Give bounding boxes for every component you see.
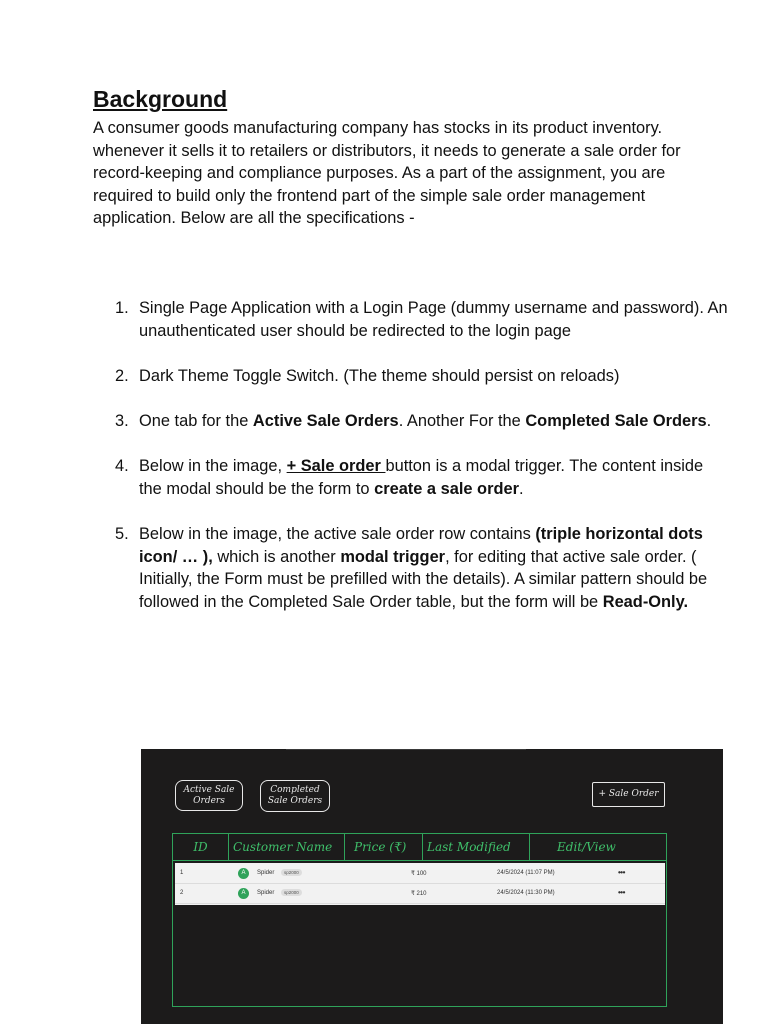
table-row bbox=[175, 884, 665, 904]
column-header-edit-view: Edit/View bbox=[529, 834, 666, 860]
spec-text: Dark Theme Toggle Switch. (The theme should persist on reloads) bbox=[139, 366, 620, 385]
spec-item-1 bbox=[115, 297, 729, 342]
sale-order-mockup-image bbox=[141, 749, 723, 1024]
spec-number: 3. bbox=[115, 411, 129, 430]
new-sale-order-button[interactable]: + Sale Order bbox=[592, 782, 665, 807]
spec-emphasis: (triple horizontal dots icon/ … ), bbox=[139, 524, 703, 566]
document-heading: Background bbox=[93, 86, 228, 112]
row-price: ₹ 210 bbox=[411, 891, 427, 897]
spec-item-4 bbox=[115, 455, 729, 500]
mockup-cropped-edge bbox=[286, 749, 526, 750]
table-header bbox=[173, 834, 666, 861]
spec-item-5 bbox=[115, 523, 729, 613]
spec-number: 2. bbox=[115, 366, 129, 385]
spec-emphasis: Completed Sale Orders bbox=[525, 411, 707, 430]
spec-text: Below in the image, the active sale order row contains bbox=[139, 524, 536, 543]
spec-text: . Another For the bbox=[398, 411, 526, 430]
sku-badge: sp2000 bbox=[281, 889, 302, 896]
customer-avatar: A bbox=[238, 888, 249, 899]
spec-emphasis: Active Sale Orders bbox=[252, 411, 399, 430]
intro-paragraph: A consumer goods manufacturing company has stocks in its product inventory. whenever it sells it to retailers or distributors, it needs to generate a sale order for record-keeping and compliance purposes. As a part of the assignment, you are required to build only the frontend part of the simple sale order management application. Below are all the specifications - bbox=[93, 119, 681, 228]
row-id: 2 bbox=[180, 890, 184, 896]
row-last-modified: 24/5/2024 (11:30 PM) bbox=[497, 890, 555, 896]
spec-text: , for editing that active sale order. ( Initially, the Form must be prefilled with the details). A similar pattern should be followed in the Completed Sale Order table, but the form will be bbox=[139, 547, 708, 611]
row-price: ₹ 100 bbox=[411, 871, 427, 877]
spec-text: . bbox=[518, 479, 524, 498]
spec-emphasis: modal trigger bbox=[340, 547, 446, 566]
spec-number: 4. bbox=[115, 457, 129, 476]
spec-text: which is another bbox=[212, 547, 341, 566]
sku-badge: sp2000 bbox=[281, 869, 302, 876]
more-dots-icon[interactable]: ••• bbox=[618, 888, 625, 897]
spec-number: 5. bbox=[115, 524, 129, 543]
specification-list bbox=[93, 297, 729, 613]
spec-text: Below in the image, bbox=[139, 457, 287, 476]
column-header-price: Price (₹) bbox=[344, 834, 422, 860]
spec-emphasis: + Sale order bbox=[286, 457, 386, 476]
customer-name: Spider bbox=[257, 870, 275, 876]
table-row bbox=[175, 864, 665, 884]
spec-item-2 bbox=[115, 365, 729, 388]
spec-text: One tab for the bbox=[139, 411, 253, 430]
spec-emphasis: create a sale order bbox=[374, 479, 519, 498]
row-last-modified: 24/5/2024 (11:07 PM) bbox=[497, 870, 555, 876]
spec-number: 1. bbox=[115, 299, 129, 317]
more-dots-icon[interactable]: ••• bbox=[618, 868, 625, 877]
row-id: 1 bbox=[180, 870, 184, 876]
spec-emphasis: Read-Only. bbox=[602, 592, 689, 611]
spec-text: . bbox=[706, 411, 712, 430]
customer-avatar: A bbox=[238, 868, 249, 879]
column-header-id: ID bbox=[193, 840, 208, 854]
sale-orders-table bbox=[172, 833, 667, 1007]
completed-sale-orders-tab[interactable]: Completed Sale Orders bbox=[260, 780, 330, 812]
active-sale-orders-tab[interactable]: Active Sale Orders bbox=[175, 780, 243, 811]
spec-text: Single Page Application with a Login Page (dummy username and password). An unauthenticated user should be redirected to the login page bbox=[139, 299, 728, 340]
spec-item-3 bbox=[115, 410, 729, 433]
column-header-last-modified: Last Modified bbox=[422, 834, 529, 860]
spec-text: button is a modal trigger. The content inside the modal should be the form to bbox=[139, 457, 704, 498]
table-body bbox=[175, 863, 665, 905]
column-header-customer: Customer Name bbox=[228, 834, 344, 860]
customer-name: Spider bbox=[257, 890, 275, 896]
